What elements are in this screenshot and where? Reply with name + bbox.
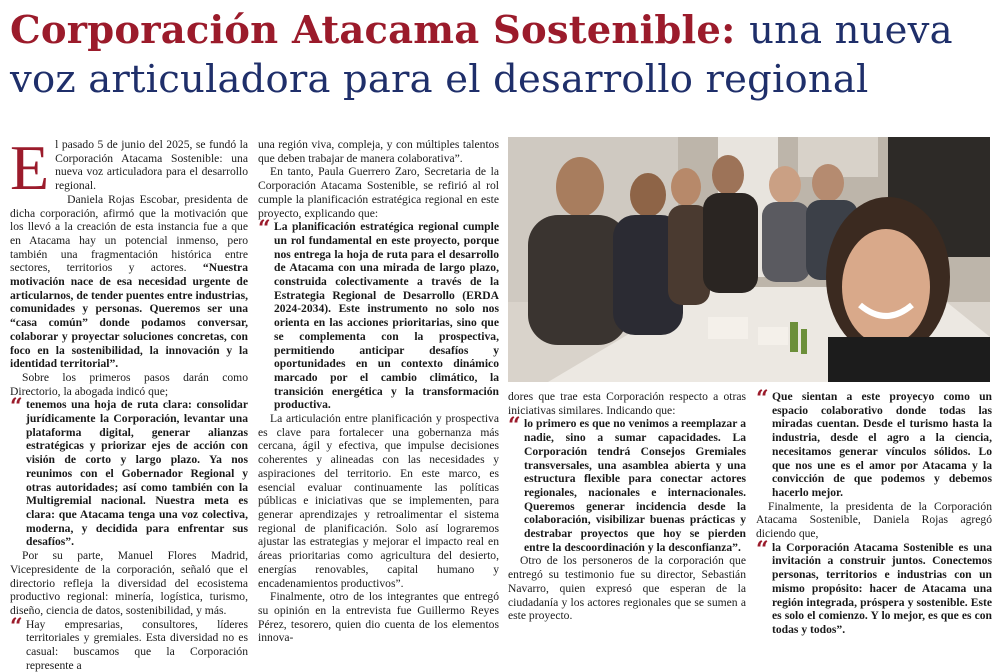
quote bbox=[756, 386, 992, 500]
quote-text: lo primero es que no venimos a reemplazar a nadie, sino a sumar capacidades. La Corporación tendrá Consejos Gremiales transversales, una asamblea abierta y una estructura flexible para conectar actores regionales, nacionales e internacionales. Queremos generar incidencia desde la colaboración, visibilizar buenas prácticas y destrabar proyectos que hoy se pierden entre la descoordinación y la desconfianza”. bbox=[524, 417, 746, 554]
paragraph: La articulación entre planificación y prospectiva es clave para fortalecer una gobernanza más cercana, ágil y efectiva, que impulse decisiones coherentes y alineadas con las necesidades y aspiraciones del territorio. En este marco, es esencial evaluar continuamente las políticas públicas e iniciativas que se implementen, para generar aprendizajes y retroalimentar el sistema regional de planificación. Solo así lograremos ajustar las estrategias y mejorar el impacto real en áreas prioritarias como agricultura del desierto, energías renovables, capital humano y encadenamientos productivos”. bbox=[258, 412, 499, 590]
headline-part-1: Corporación Atacama Sostenible: bbox=[10, 8, 736, 53]
paragraph: En tanto, Paula Guerrero Zaro, Secretaria de la Corporación Atacama Sostenible, se refirió al rol cumple la planificación estratégica regional en este proyecto, explicando que: bbox=[258, 165, 499, 220]
quote bbox=[508, 413, 746, 554]
article-column-3 bbox=[508, 390, 746, 623]
opening-paragraph bbox=[10, 132, 248, 203]
quote-text: La planificación estratégica regional cumple un rol fundamental en este proyecto, porque nos entrega la hoja de ruta para el desarrollo de Atacama con una mirada de largo plazo, construida colectivamente a través de la Estrategia Regional de Desarrollo (ERDA 2024-2034). Este instrumento no solo nos orienta en las acciones prioritarias, sino que se complementa con la prospectiva, permitiendo anticipar desafíos y oportunidades en un contexto dinámico marcado por el cambio climático, la transición energética y la transformación productiva. bbox=[274, 220, 499, 412]
quote-text: Que sientan a este proyecyo como un espacio colaborativo donde todas las miradas cuentan. Desde el turismo hasta la industria, desde el agro a la ciencia, necesitamos generar vínculos sólidos. Lo que nos une es el amor por Atacama y la convicción de que podemos y debemos hacerlo mejor. bbox=[772, 390, 992, 499]
article-column-1 bbox=[10, 132, 248, 672]
quote-text: tenemos una hoja de ruta clara: consolidar jurídicamente la Corporación, levantar una plataforma digital, generar alianzas estratégicas y priorizar ejes de acción con visión de corto y largo plazo. Ya nos reunimos con el Gobernador Regional y otras autoridades; así como también con la Multigremial nacional. Nuestra meta es clara: que Atacama tenga una voz colectiva, moderna, y decidida para enfrentar sus desafíos”. bbox=[26, 398, 248, 549]
paragraph: Sobre los primeros pasos darán como Directorio, la abogada indicó que; bbox=[10, 370, 248, 398]
paragraph: dores que trae esta Corporación respecto a otras iniciativas similares. Indicando que: bbox=[508, 390, 746, 417]
paragraph-bold-text: “Nuestra motivación nace de esa necesidad urgente de articularnos, de tender puentes entre industrias, comunidades y personas. Queremos ser una “casa común” donde podamos conversar, colaborar y proyectar soluciones concretas, con foco en la sostenibilidad, la innovación y la identidad territorial”. bbox=[10, 261, 248, 371]
paragraph-text: Daniela Rojas Escobar, presidenta de dicha corporación, afirmó que la motivación que los llevó a la creación de esta instancia fue a que en Atacama hay un potencial inmenso, pero también una fragmentación histórica entre sectores, territorios y actores. bbox=[10, 192, 248, 275]
article-column-4 bbox=[756, 386, 992, 637]
drop-cap: E bbox=[10, 132, 50, 203]
quote bbox=[10, 613, 248, 672]
group-photo bbox=[508, 137, 990, 382]
quote-text: la Corporación Atacama Sostenible es una invitación a construir juntos. Conectemos personas, territorios e industrias con un mismo propósito: hacer de Atacama una región integrada, próspera y sostenible. Este es solo el comienzo. Y lo mejor, es que es con todas y todos”. bbox=[772, 540, 992, 636]
quote-mark-icon: “ bbox=[756, 536, 769, 563]
quote bbox=[10, 394, 248, 549]
group-photo-illustration bbox=[508, 137, 990, 382]
quote-mark-icon: “ bbox=[10, 613, 23, 640]
quote-mark-icon: “ bbox=[258, 216, 271, 243]
quote-mark-icon: “ bbox=[508, 413, 521, 440]
paragraph: Finalmente, la presidenta de la Corporación Atacama Sostenible, Daniela Rojas agregó diciendo que, bbox=[756, 499, 992, 541]
quote bbox=[258, 216, 499, 412]
article-column-2 bbox=[258, 138, 499, 645]
quote bbox=[756, 536, 992, 637]
paragraph: Por su parte, Manuel Flores Madrid, Vicepresidente de la corporación, señaló que el directorio refleja la diversidad del ecosistema productivo regional: minería, logística, turismo, diseño, ciencia de datos, sostenibilidad, y más. bbox=[10, 549, 248, 617]
paragraph: una región viva, compleja, y con múltiples talentos que deben trabajar de manera colaborativa”. bbox=[258, 138, 499, 165]
paragraph: Otro de los personeros de la corporación que entregó su testimonio fue su director, Sebastián Navarro, quien expresó que esperan de la ciudadanía y los actores regionales que se sumen a este proyecto. bbox=[508, 554, 746, 623]
paragraph: Finalmente, otro de los integrantes que entregó su opinión en la entrevista fue Guillermo Reyes Pérez, tesorero, quien dio cuenta de los elementos innova- bbox=[258, 590, 499, 645]
headline-part-2: una nueva voz articuladora para el desarrollo regional bbox=[10, 8, 953, 102]
headline bbox=[10, 6, 995, 104]
quote-mark-icon: “ bbox=[10, 394, 23, 421]
opening-text: l pasado 5 de junio del 2025, se fundó la Corporación Atacama Sostenible: una nueva voz articuladora para el desarrollo regional. bbox=[55, 138, 248, 193]
paragraph bbox=[10, 193, 248, 371]
quote-mark-icon: “ bbox=[756, 386, 769, 412]
quote-text: Hay empresarias, consultores, líderes territoriales y gremiales. Esta diversidad no es casual: buscamos que la Corporación represente a bbox=[26, 617, 248, 672]
